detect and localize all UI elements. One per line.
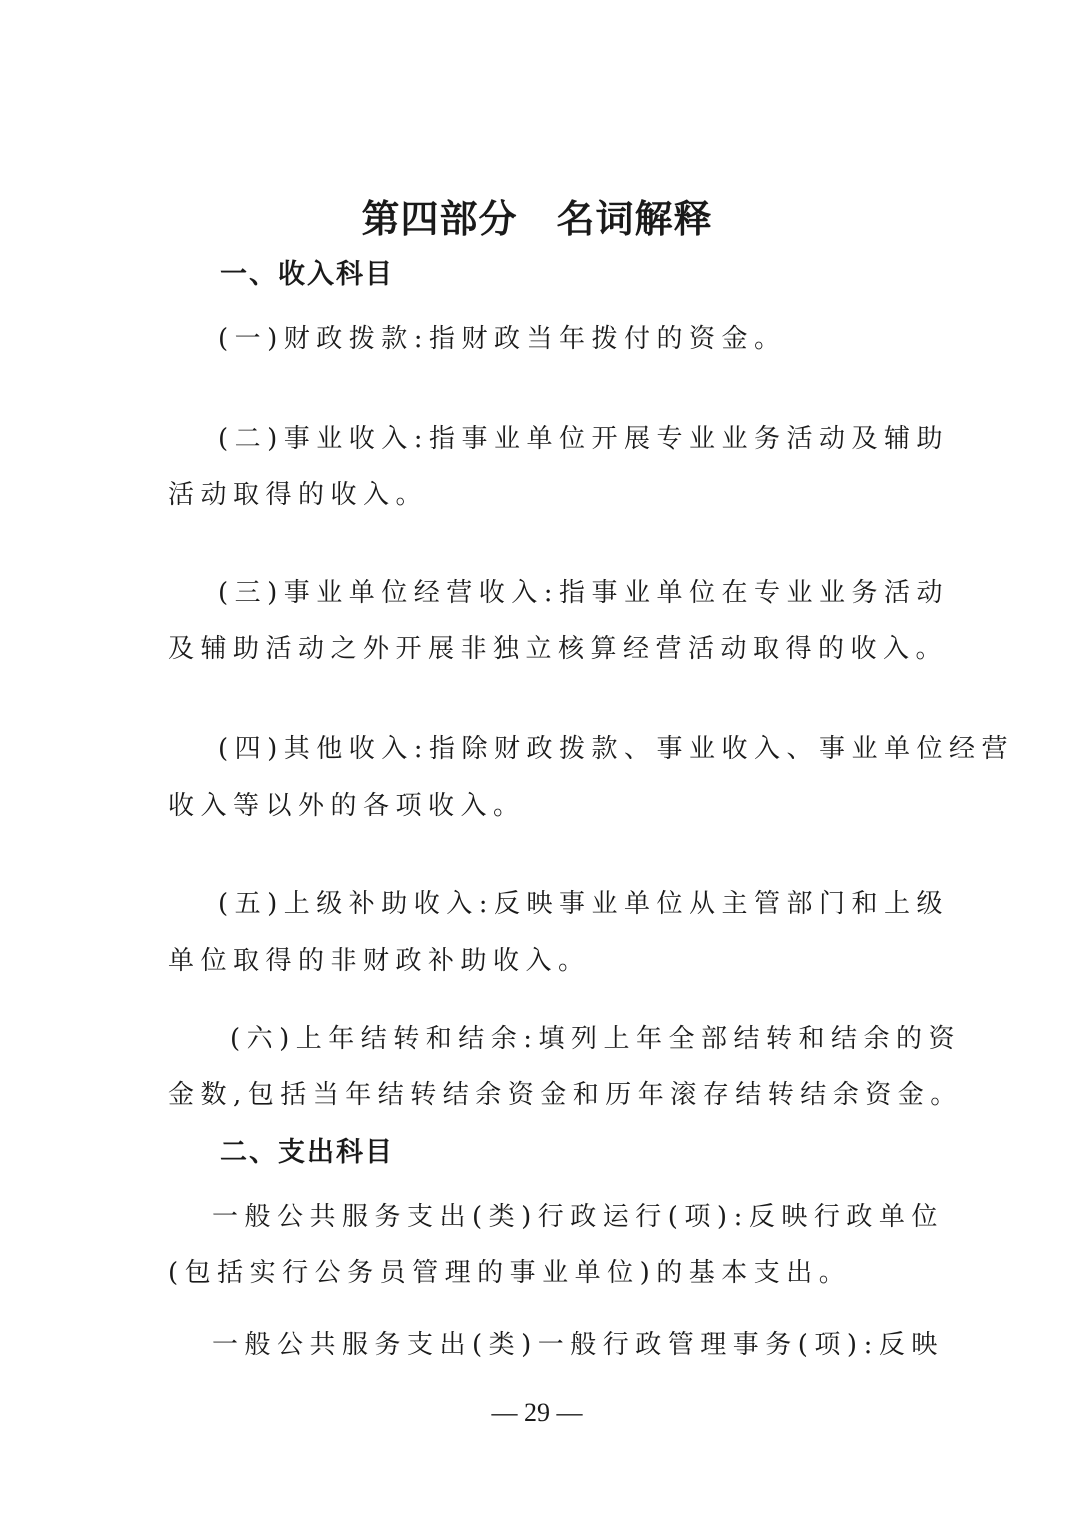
page-number: — 29 —: [491, 1398, 583, 1427]
paragraph-line: 金数,包括当年结转结余资金和历年滚存结转结余资金。: [168, 1080, 963, 1110]
paragraph-line: (二)事业收入:指事业单位开展专业业务活动及辅助: [218, 424, 950, 454]
paragraph-line: 一般公共服务支出(类)一般行政管理事务(项):反映: [212, 1330, 944, 1360]
paragraph-line: 收入等以外的各项收入。: [168, 791, 526, 821]
paragraph-line: (四)其他收入:指除财政拨款、事业收入、事业单位经营: [218, 734, 1015, 764]
paragraph-line: (五)上级补助收入:反映事业单位从主管部门和上级: [218, 889, 950, 919]
paragraph-line: (一)财政拨款:指财政当年拨付的资金。: [218, 324, 787, 354]
paragraph-line: 活动取得的收入。: [168, 480, 429, 510]
page-title: 第四部分 名词解释: [361, 197, 713, 241]
paragraph-line: 一般公共服务支出(类)行政运行(项):反映行政单位: [212, 1202, 944, 1232]
paragraph-line: (三)事业单位经营收入:指事业单位在专业业务活动: [218, 578, 950, 608]
section-heading-income: 一、收入科目: [220, 259, 394, 290]
paragraph-line: (六)上年结转和结余:填列上年全部结转和结余的资: [230, 1024, 962, 1054]
paragraph-line: (包括实行公务员管理的事业单位)的基本支出。: [168, 1258, 852, 1288]
paragraph-line: 及辅助活动之外开展非独立核算经营活动取得的收入。: [168, 634, 949, 664]
section-heading-expenditure: 二、支出科目: [220, 1137, 394, 1168]
paragraph-line: 单位取得的非财政补助收入。: [168, 946, 591, 976]
